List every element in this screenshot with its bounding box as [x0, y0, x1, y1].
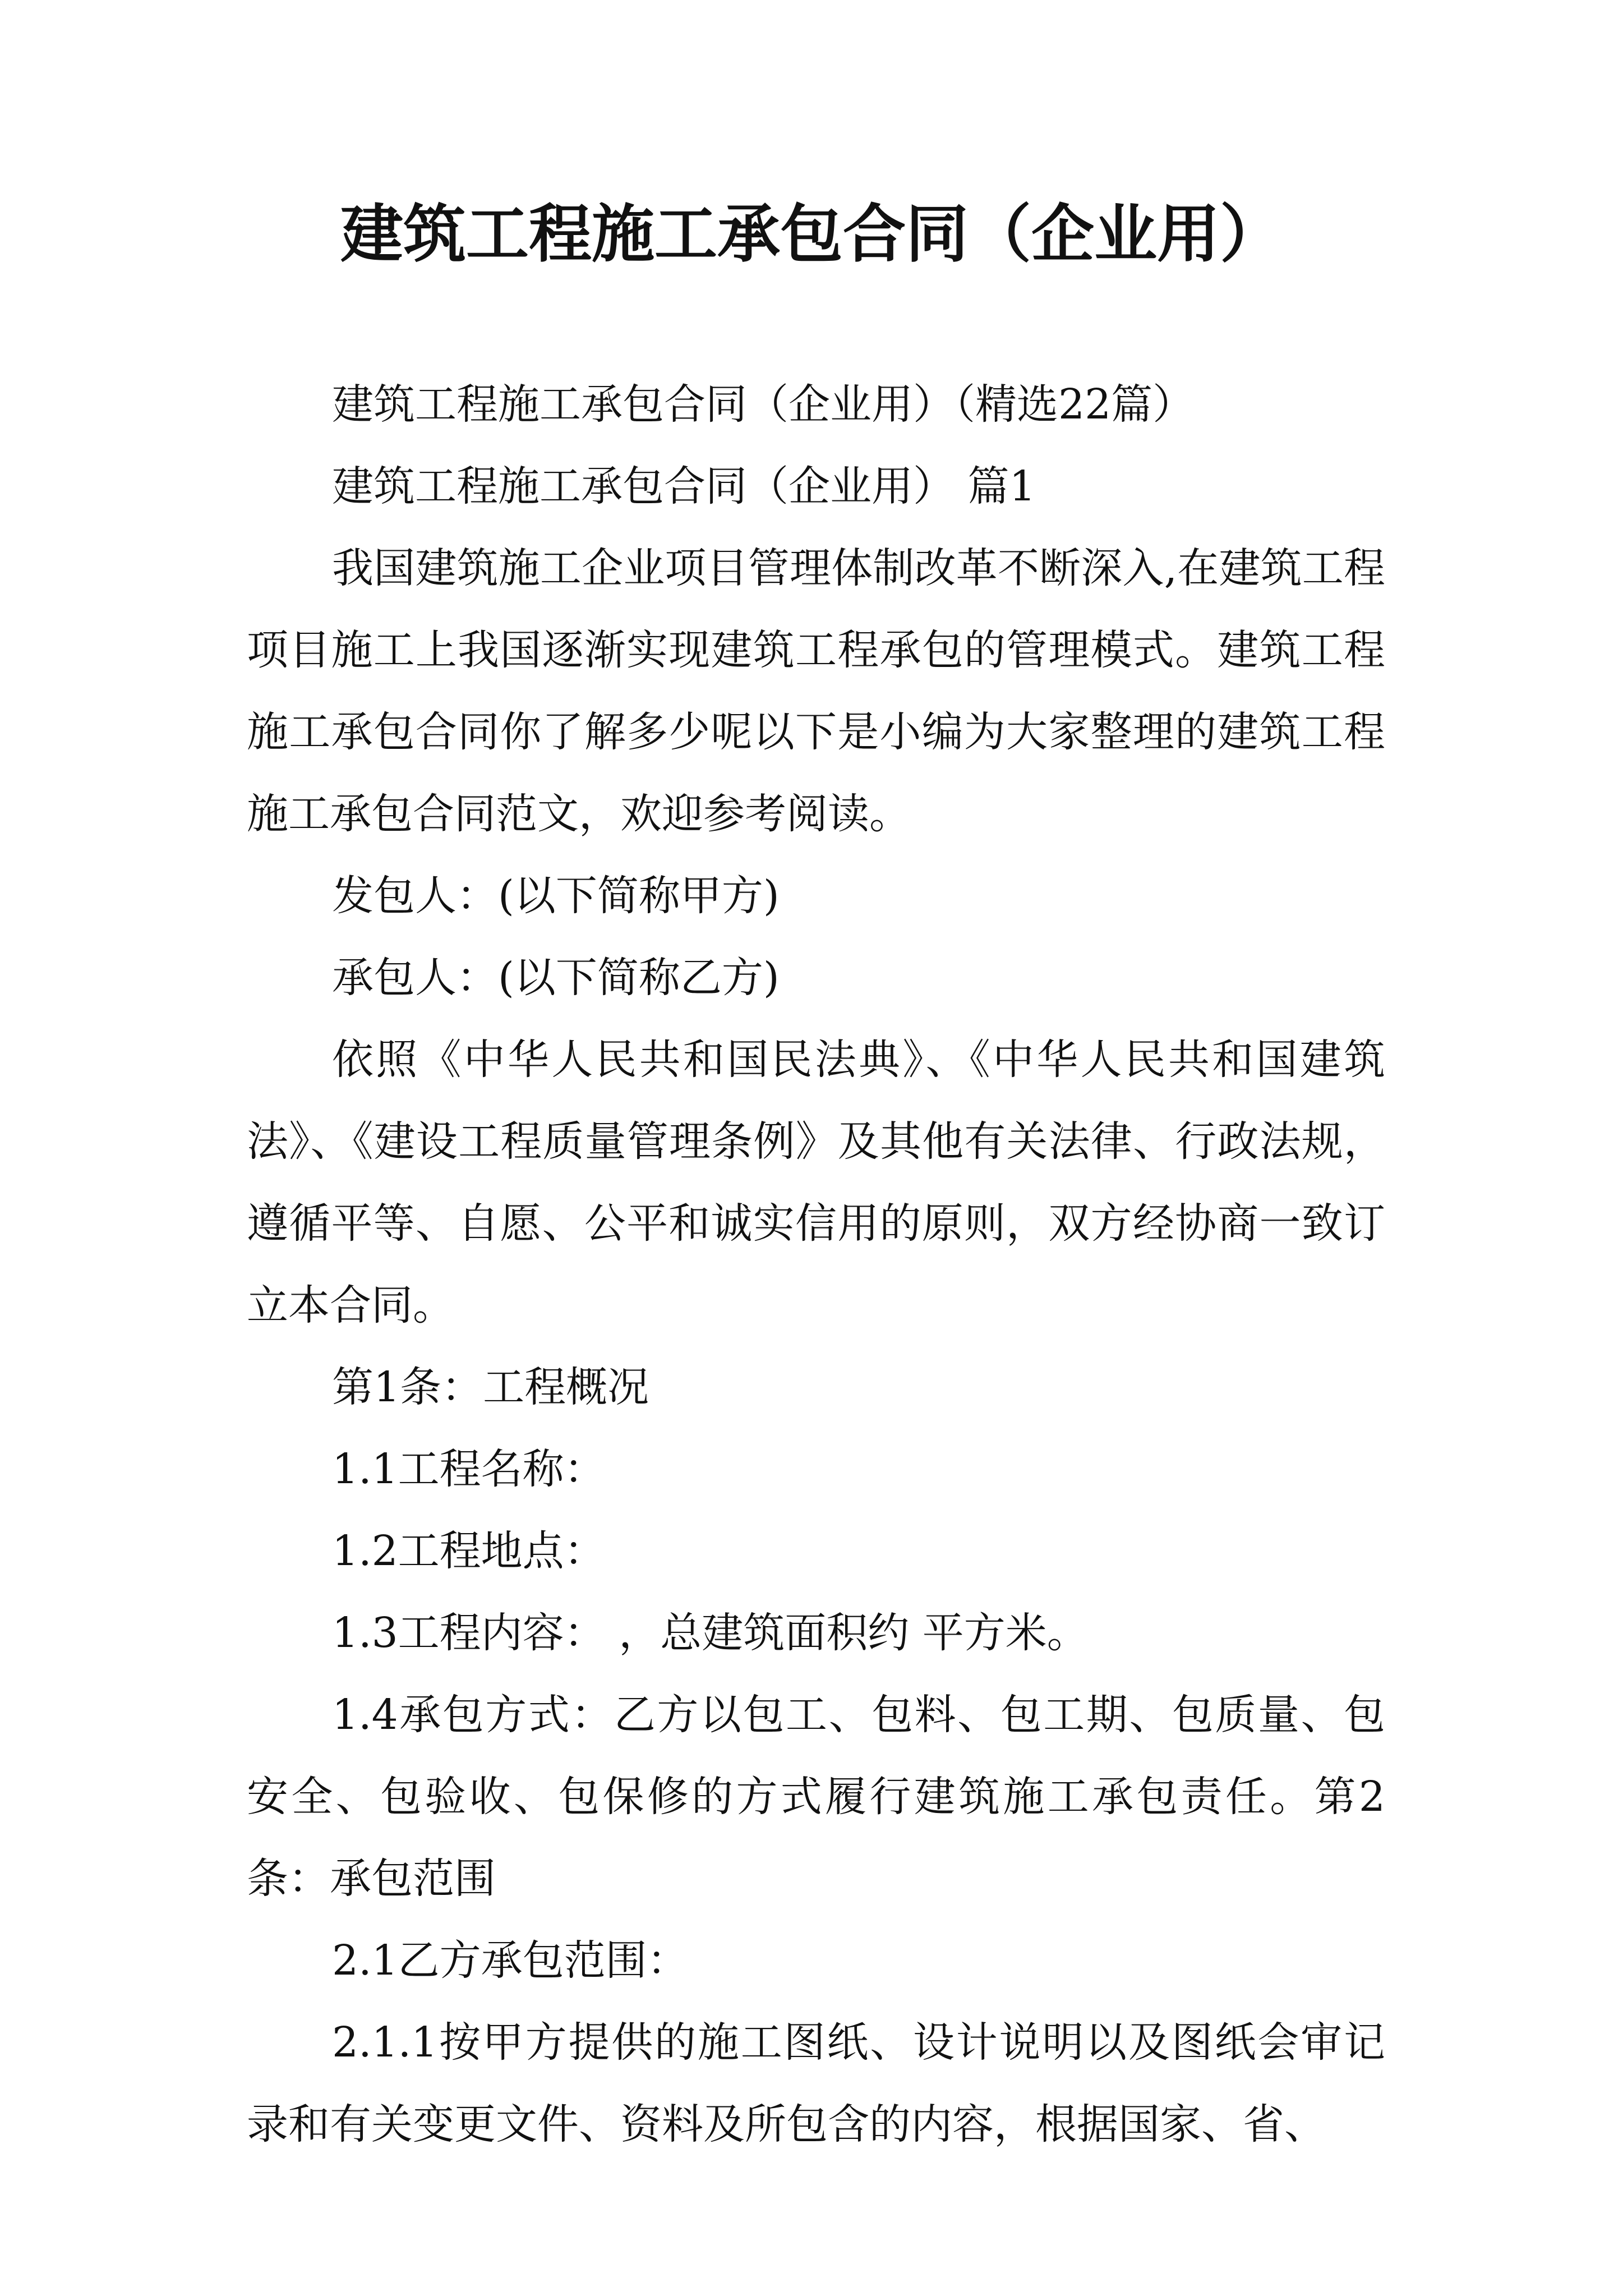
- paragraph-article-1-heading: 第1条：工程概况: [332, 1363, 649, 1411]
- document-title: 建筑工程施工承包合同（企业用）: [340, 197, 1283, 271]
- document-body: [247, 364, 1385, 2165]
- paragraph-intro: 我国建筑施工企业项目管理体制改革不断深入,在建筑工程项目施工上我国逐渐实现建筑工程承包的管理模式。建筑工程施工承包合同你了解多少呢以下是小编为大家整理的建筑工程施工承包合同范文，欢迎参考阅读。: [247, 544, 1385, 838]
- paragraph-scope-detail: 2.1.1按甲方提供的施工图纸、设计说明以及图纸会审记录和有关变更文件、资料及所包含的内容，根据国家、省、: [247, 2018, 1385, 2148]
- paragraph-project-content: 1.3工程内容： ，总建筑面积约 平方米。: [332, 1609, 1089, 1657]
- paragraph-collection-heading: 建筑工程施工承包合同（企业用）（精选22篇）: [332, 380, 1195, 429]
- paragraph-project-name: 1.1工程名称：: [332, 1445, 606, 1493]
- paragraph-project-location: 1.2工程地点：: [332, 1527, 606, 1575]
- paragraph-party-a: 发包人：(以下简称甲方): [332, 872, 780, 920]
- paragraph-part-heading: 建筑工程施工承包合同（企业用） 篇1: [332, 462, 1036, 510]
- paragraph-party-b: 承包人：(以下简称乙方): [332, 954, 780, 1002]
- paragraph-scope-heading: 2.1乙方承包范围：: [332, 1936, 689, 1985]
- paragraph-contract-method: 1.4承包方式：乙方以包工、包料、包工期、包质量、包安全、包验收、包保修的方式履行建筑施工承包责任。第2条：承包范围: [247, 1691, 1385, 1903]
- paragraph-legal-basis: 依照《中华人民共和国民法典》、《中华人民共和国建筑法》、《建设工程质量管理条例》及其他有关法律、行政法规，遵循平等、自愿、公平和诚实信用的原则，双方经协商一致订立本合同。: [247, 1036, 1385, 1329]
